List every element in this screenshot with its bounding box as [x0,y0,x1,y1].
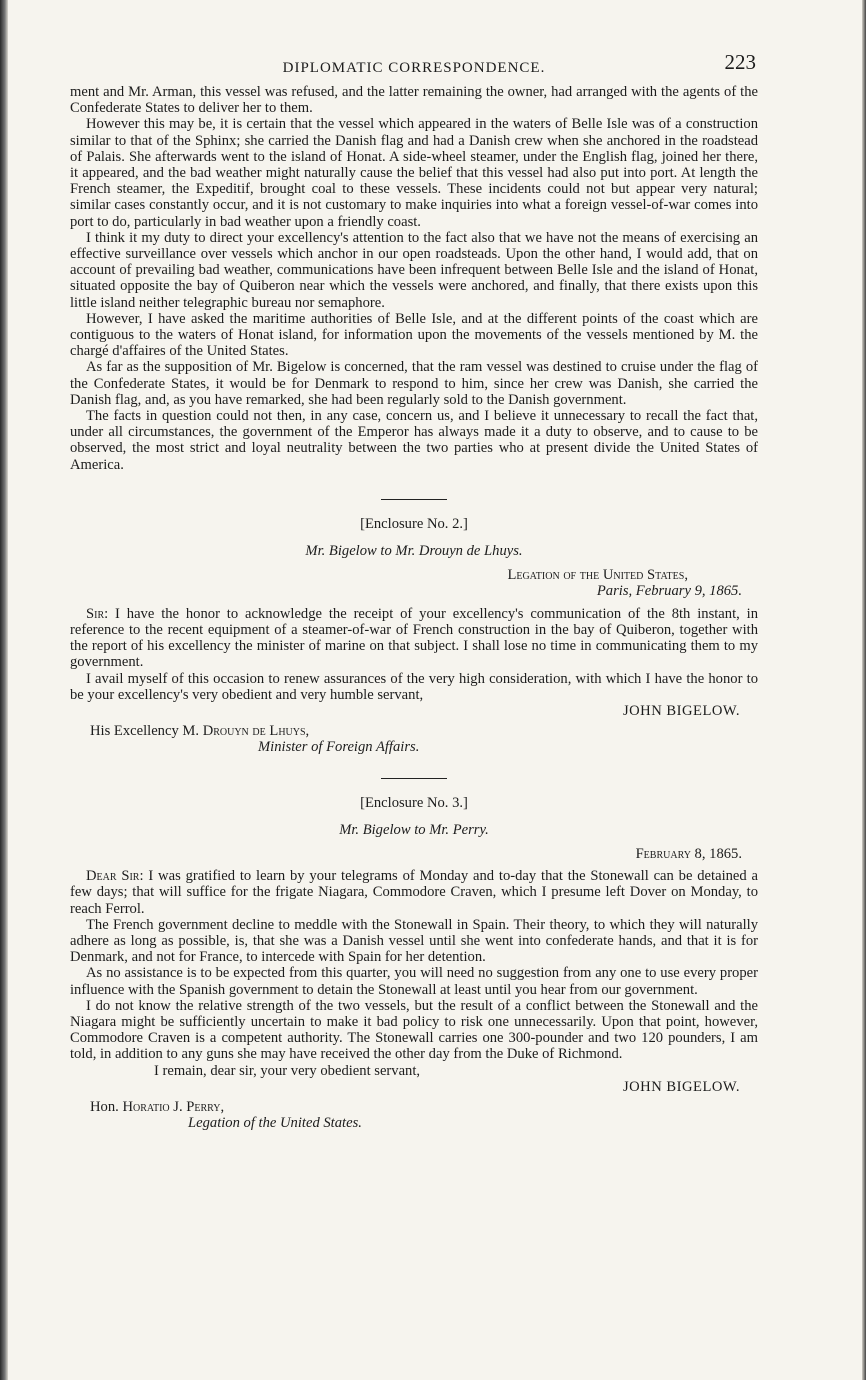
enclosure-2 [70,516,758,756]
closing-line: I remain, dear sir, your very obedient servant, [154,1062,421,1079]
page-binding-edge [0,0,8,1380]
addressee-prefix: His Excellency M. [90,723,200,740]
body-paragraph: However, I have asked the maritime authorities of Belle Isle, and at the different points of the coast which are contiguous to the waters of Honat island, for information upon the movements of the vessels mentioned by M. the chargé d'affaires of the United States. [70,310,758,360]
letter-paragraph: I avail myself of this occasion to renew assurances of the very high consideration, with which I have the honor to be your excellency's very obedient and very humble servant, [70,670,758,703]
signature: JOHN BIGELOW. [622,702,740,719]
letter-paragraph: I was gratified to learn by your telegrams of Monday and to-day that the Stonewall can be detained a few days; that will suffice for the frigate Niagara, Commodore Craven, which I presume left Dover on Monday, to reach Ferrol. [70,868,758,917]
addressee-title: Minister of Foreign Affairs. [258,739,420,756]
place-date: Paris, February 9, 1865. [596,583,742,600]
letter-date: February 8, 1865. [635,845,742,862]
enclosure-3 [70,795,758,1132]
section-divider [381,499,447,500]
page-number: 223 [724,50,756,74]
page-header [70,50,758,84]
letter-paragraph: The French government decline to meddle with the Stonewall in Spain. Their theory, to which they will naturally adhere as long as possible, is, that she was a Danish vessel until she went into confederate hands, and that it is for Denmark, and not for France, to intercede with Spain for her detention. [70,916,758,966]
letter-paragraph: I have the honor to acknowledge the receipt of your excellency's communication of the 8th instant, in reference to the recent equipment of a steamer-of-war of French construction in the bay of Quiberon, together with the report of his excellency the minister of marine on that subject. I shall lose no time in communicating them to my government. [70,605,758,671]
salutation: Sir: [86,605,109,622]
addressee-title: Legation of the United States. [188,1115,362,1132]
running-head: DIPLOMATIC CORRESPONDENCE. [282,60,546,76]
addressee-name [70,723,758,739]
addressee-surname: Drouyn de Lhuys, [202,723,310,740]
body-paragraph: However this may be, it is certain that the vessel which appeared in the waters of Belle Isle was of a construction similar to that of the Sphinx; she carried the Danish flag and had a Danish crew when she anchored in the roadstead of Palais. She afterwards went to the island of Honat. A side-wheel steamer, under the English flag, joined her there, it appeared, and the bad weather might naturally cause the belief that this vessel had also put into port. At length the French steamer, the Expeditif, brought coal to these vessels. These incidents could not but appear very natural; similar cases constantly occur, and it is not customary to make inquiries into what a foreign vessel-of-war comes into port to do, particularly in bad weather upon a friendly coast. [70,116,758,230]
legation-line: Legation of the United States, [507,567,688,584]
addressee-surname: Horatio J. Perry, [122,1098,225,1115]
signature: JOHN BIGELOW. [622,1078,740,1095]
salutation: Dear Sir: [86,868,144,885]
letter-continuation [70,84,758,473]
addressee-name [70,1099,758,1115]
letter-paragraph: I do not know the relative strength of the two vessels, but the result of a conflict between the Stonewall and the Niagara might be sufficiently uncertain to make it bad policy to risk one unnecessarily. Upon that point, however, Commodore Craven is a competent authority. The Stonewall carries one 300-pounder and two 120 pounders, I am told, in addition to any guns she may have received the other day from the Duke of Richmond. [70,997,758,1063]
section-divider [381,778,447,779]
addressee-prefix: Hon. [90,1098,119,1115]
enclosure-heading: [Enclosure No. 3.] [360,794,468,811]
body-paragraph: The facts in question could not then, in any case, concern us, and I believe it unnecessary to recall the fact that, under all circumstances, the government of the Emperor has always made it a duty to observe, and to cause to be observed, the most strict and loyal neutrality between the two parties who at present divide the United States of America. [70,408,758,473]
page-right-edge [862,0,866,1380]
document-page [70,50,758,1132]
letter-title: Mr. Bigelow to Mr. Perry. [339,821,489,838]
letter-paragraph: As no assistance is to be expected from this quarter, you will need no suggestion from any one to use every proper influence with the Spanish government to detain the Stonewall at least until you hear from our government. [70,965,758,998]
body-paragraph: As far as the supposition of Mr. Bigelow is concerned, that the ram vessel was destined to cruise under the flag of the Confederate States, it would be for Denmark to respond to him, since her crew was Danish, she carried the Danish flag, and, as you have remarked, she had been regularly sold to the Danish government. [70,359,758,408]
enclosure-heading: [Enclosure No. 2.] [360,515,468,532]
letter-title: Mr. Bigelow to Mr. Drouyn de Lhuys. [305,543,523,560]
body-paragraph: I think it my duty to direct your excellency's attention to the fact also that we have not the means of exercising an effective surveillance over vessels which anchor in our open roadsteads. Upon the other hand, I would add, that on account of prevailing bad weather, communications have been infrequent between Belle Isle and the island of Honat, situated opposite the bay of Quiberon near which the vessels were anchored, and finally, that there exists upon this little island neither telegraphic bureau nor semaphore. [70,229,758,311]
body-paragraph: ment and Mr. Arman, this vessel was refused, and the latter remaining the owner, had arranged with the agents of the Confederate States to deliver her to them. [70,84,758,117]
